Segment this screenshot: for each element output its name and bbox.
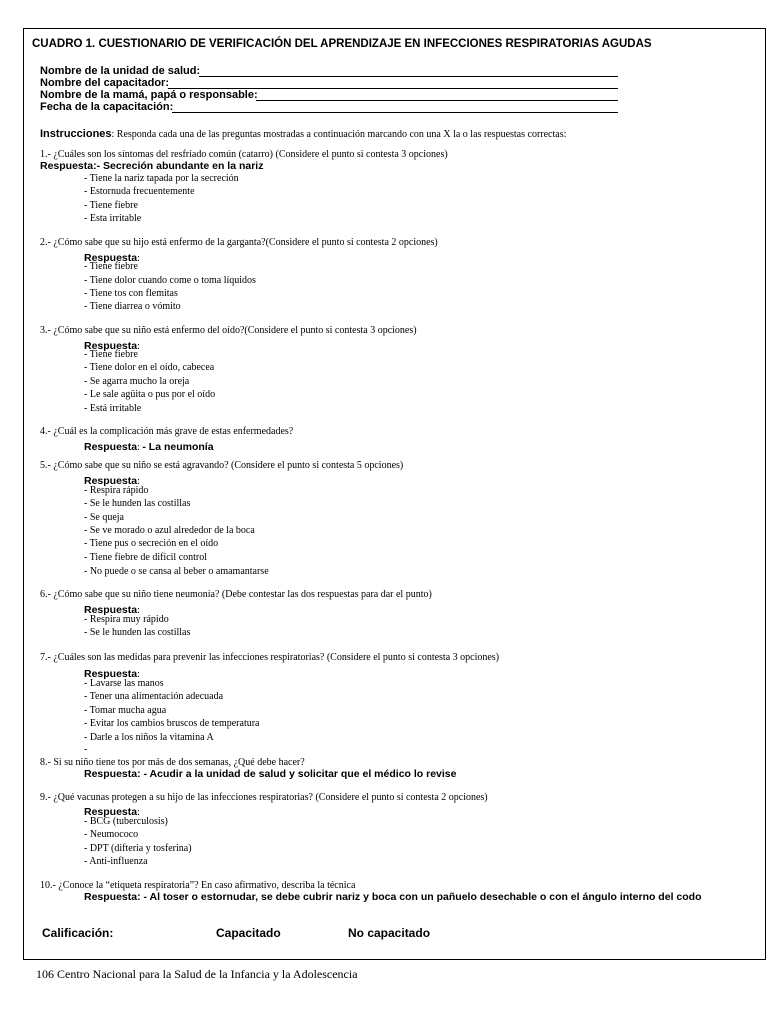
- answer-1-option[interactable]: - Tiene fiebre: [84, 200, 138, 211]
- field-parent-line[interactable]: [256, 100, 618, 101]
- answer-9-option[interactable]: - BCG (tuberculosis): [84, 816, 168, 827]
- answer-9-option[interactable]: - DPT (difteria y tosferina): [84, 843, 192, 854]
- answer-5-option[interactable]: - Respira rápido: [84, 485, 149, 496]
- instructions-text: : Responda cada una de las preguntas mostradas a continuación marcando con una X la o las respuestas correctas:: [111, 129, 567, 140]
- answer-9-option[interactable]: - Anti-influenza: [84, 856, 148, 867]
- answer-9-colon: :: [137, 807, 140, 818]
- answer-10: Respuesta: - Al toser o estornudar, se debe cubrir nariz y boca con un pañuelo desechable o con el ángulo interno del codo: [84, 891, 702, 903]
- answer-7-option[interactable]: -: [84, 744, 88, 755]
- question-5: 5.- ¿Cómo sabe que su niño se está agravando? (Considere el punto si contesta 5 opciones): [40, 460, 404, 471]
- grading-trained-option[interactable]: Capacitado: [216, 926, 281, 940]
- page-footer: 106 Centro Nacional para la Salud de la Infancia y la Adolescencia: [36, 967, 358, 981]
- answer-2-colon: :: [137, 253, 140, 264]
- answer-9-label: Respuesta: [84, 806, 138, 818]
- grading-not-trained-option[interactable]: No capacitado: [348, 926, 431, 940]
- field-date-label: Fecha de la capacitación:: [40, 101, 174, 113]
- instructions-label: Instrucciones: [40, 128, 112, 140]
- document-title: CUADRO 1. CUESTIONARIO DE VERIFICACIÓN DEL APRENDIZAJE EN INFECCIONES RESPIRATORIAS AGUDAS: [32, 38, 652, 50]
- question-10: 10.- ¿Conoce la “etiqueta respiratoria”? En caso afirmativo, describa la técnica: [40, 880, 356, 891]
- field-health-unit-label: Nombre de la unidad de salud:: [40, 65, 201, 77]
- answer-6-colon: :: [137, 605, 140, 616]
- answer-7-option[interactable]: - Tomar mucha agua: [84, 705, 167, 716]
- answer-5-label: Respuesta: [84, 475, 138, 487]
- grading-label: Calificación:: [42, 926, 114, 940]
- answer-5-option[interactable]: - Tiene pus o secreción en el oído: [84, 538, 219, 549]
- answer-2-label: Respuesta: [84, 252, 138, 264]
- answer-1-option[interactable]: - Tiene la nariz tapada por la secreción: [84, 173, 239, 184]
- answer-8: Respuesta: - Acudir a la unidad de salud y solicitar que el médico lo revise: [84, 768, 457, 780]
- answer-5-option[interactable]: - Tiene fiebre de difícil control: [84, 552, 208, 563]
- answer-1: Respuesta:- Secreción abundante en la nariz: [40, 160, 264, 172]
- answer-6-option[interactable]: - Se le hunden las costillas: [84, 627, 191, 638]
- answer-3-option[interactable]: - Le sale agüita o pus por el oído: [84, 389, 216, 400]
- field-trainer-label: Nombre del capacitador:: [40, 77, 169, 89]
- answer-5-option[interactable]: - No puede o se cansa al beber o amamantarse: [84, 566, 269, 577]
- answer-6-option[interactable]: - Respira muy rápido: [84, 614, 169, 625]
- question-8: 8.- Si su niño tiene tos por más de dos semanas, ¿Qué debe hacer?: [40, 757, 305, 768]
- answer-3-option[interactable]: - Tiene dolor en el oído, cabecea: [84, 362, 215, 373]
- question-7: 7.- ¿Cuáles son las medidas para prevenir las infecciones respiratorias? (Considere el punto si contesta 3 opciones): [40, 652, 500, 663]
- answer-2-option[interactable]: - Tiene dolor cuando come o toma líquidos: [84, 275, 256, 286]
- question-9: 9.- ¿Qué vacunas protegen a su hijo de las infecciones respiratorias? (Considere el punto si contesta 2 opciones): [40, 792, 488, 803]
- answer-9-option[interactable]: - Neumococo: [84, 829, 139, 840]
- field-parent-label: Nombre de la mamá, papá o responsable:: [40, 89, 258, 101]
- answer-3-option[interactable]: - Tiene fiebre: [84, 349, 138, 360]
- instructions: [40, 124, 566, 142]
- answer-6-label: Respuesta: [84, 604, 138, 616]
- question-1: 1.- ¿Cuáles son los síntomas del resfriado común (catarro) (Considere el punto si contesta 3 opciones): [40, 149, 448, 160]
- answer-4-value: - La neumonía: [142, 441, 214, 453]
- answer-2-option[interactable]: - Tiene tos con flemitas: [84, 288, 178, 299]
- answer-5-option[interactable]: - Se le hunden las costillas: [84, 498, 191, 509]
- question-2: 2.- ¿Cómo sabe que su hijo está enfermo de la garganta?(Considere el punto si contesta 2 opciones): [40, 237, 438, 248]
- question-3: 3.- ¿Cómo sabe que su niño está enfermo del oído?(Considere el punto si contesta 3 opciones): [40, 325, 417, 336]
- answer-5-option[interactable]: - Se ve morado o azul alrededor de la boca: [84, 525, 255, 536]
- answer-1-option[interactable]: - Estornuda frecuentemente: [84, 186, 195, 197]
- answer-4-sep: :: [137, 442, 143, 453]
- question-6: 6.- ¿Cómo sabe que su niño tiene neumonía? (Debe contestar las dos respuestas para dar el punto): [40, 589, 432, 600]
- answer-5-option[interactable]: - Se queja: [84, 512, 124, 523]
- answer-7-label: Respuesta: [84, 668, 138, 680]
- answer-1-option[interactable]: - Esta irritable: [84, 213, 142, 224]
- answer-7-option[interactable]: - Darle a los niños la vitamina A: [84, 732, 214, 743]
- answer-4-label: Respuesta: [84, 441, 138, 453]
- answer-2-option[interactable]: - Tiene fiebre: [84, 261, 138, 272]
- answer-3-option[interactable]: - Está irritable: [84, 403, 142, 414]
- answer-7-colon: :: [137, 669, 140, 680]
- answer-3-colon: :: [137, 341, 140, 352]
- answer-4: [84, 437, 214, 455]
- question-4: 4.- ¿Cuál es la complicación más grave de estas enfermedades?: [40, 426, 294, 437]
- field-health-unit-line[interactable]: [199, 76, 618, 77]
- answer-3-label: Respuesta: [84, 340, 138, 352]
- answer-5-colon: :: [137, 476, 140, 487]
- answer-7-option[interactable]: - Tener una alimentación adecuada: [84, 691, 224, 702]
- answer-3-option[interactable]: - Se agarra mucho la oreja: [84, 376, 190, 387]
- field-date-line[interactable]: [172, 112, 618, 113]
- answer-7-option[interactable]: - Evitar los cambios bruscos de temperatura: [84, 718, 260, 729]
- answer-2-option[interactable]: - Tiene diarrea o vómito: [84, 301, 181, 312]
- answer-7-option[interactable]: - Lavarse las manos: [84, 678, 164, 689]
